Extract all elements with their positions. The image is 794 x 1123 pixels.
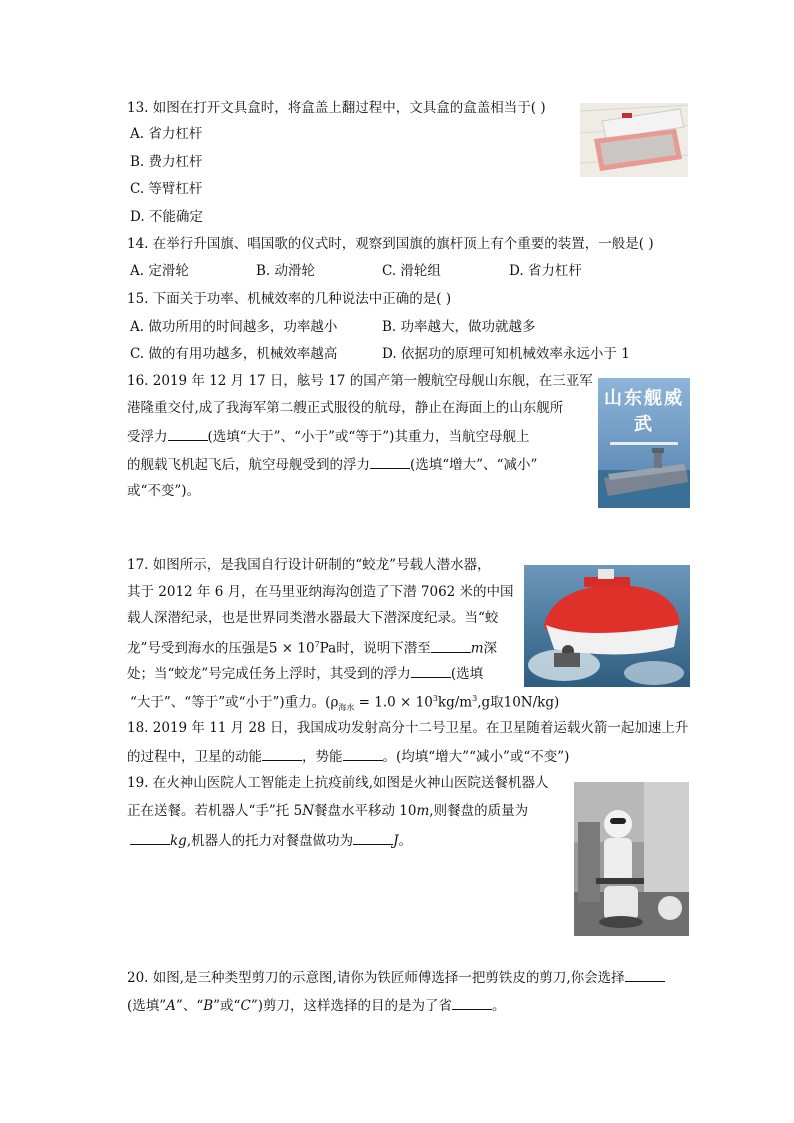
q15-option-d: D. 依据功的原理可知机械效率永远小于 1: [382, 346, 630, 362]
q19-line-1: 19. 在火神山医院人工智能走上抗疫前线,如图是火神山医院送餐机器人: [127, 775, 549, 791]
q13-option-d: D. 不能确定: [130, 209, 203, 225]
q15-option-a: A. 做功所用的时间越多，功率越小: [130, 319, 338, 335]
q16-text: (选填“增大”、“减小”: [410, 457, 538, 473]
q17-text: (选填: [450, 666, 484, 682]
q19-text: 正在送餐。若机器人“手”托 5: [127, 803, 303, 819]
q17-line-5: [127, 663, 483, 683]
q17-text: Pa时，说明下潜至: [319, 640, 431, 657]
aircraft-carrier-poster-image: [598, 378, 690, 508]
answer-blank[interactable]: [625, 967, 665, 982]
answer-blank[interactable]: [130, 830, 170, 845]
q16-line-5: 或“不变”)。: [127, 483, 201, 499]
q13-option-c: C. 等臂杠杆: [130, 181, 203, 197]
q17-exponent: 3: [432, 694, 438, 703]
answer-blank[interactable]: [431, 638, 471, 653]
q17-text: 处；当“蛟龙”号完成任务上浮时，其受到的浮力: [127, 666, 411, 682]
q17-text: “大于”、“等于”或“小于”)重力。(ρ: [130, 694, 339, 711]
q19-unit: m: [416, 803, 430, 819]
q19-line-3: [130, 830, 412, 850]
q19-unit: kg: [170, 833, 187, 849]
q17-subscript: 海水: [338, 703, 355, 713]
q15-option-c: C. 做的有用功越多，机械效率越高: [130, 346, 338, 362]
q17-exponent: 3: [472, 694, 478, 703]
answer-blank[interactable]: [343, 746, 383, 761]
q20-text: ”、“: [175, 998, 204, 1014]
q20-option-label: C: [240, 998, 251, 1014]
q17-text: 深: [483, 640, 498, 657]
q19-text: ,机器人的托力对餐盘做功为: [186, 833, 354, 849]
q19-unit: J: [393, 833, 399, 849]
q18-text: ，势能: [302, 749, 343, 765]
q19-text: 。: [398, 833, 413, 849]
q17-text: ,g取10N/kg): [477, 694, 560, 711]
q17-line-3: 载人深潜纪录，也是世界同类潜水器最大下潜深度纪录。当“蛟: [127, 610, 499, 626]
q14-option-a: A. 定滑轮: [130, 263, 189, 279]
q18-line-2: [127, 746, 569, 766]
q17-line-6: [130, 690, 559, 717]
q15-stem: 15. 下面关于功率、机械效率的几种说法中正确的是( ): [127, 291, 452, 307]
answer-blank[interactable]: [452, 995, 492, 1010]
q20-text: 20. 如图,是三种类型剪刀的示意图,请你为铁匠师傅选择一把剪铁皮的剪刀,你会选择: [127, 970, 625, 986]
q17-line-2: 其于 2012 年 6 月，在马里亚纳海沟创造了下潜 7062 米的中国: [127, 584, 514, 600]
q17-line-1: 17. 如图所示，是我国自行设计研制的“蛟龙”号载人潜水器，: [127, 557, 491, 573]
q14-option-c: C. 滑轮组: [382, 263, 441, 279]
q20-text: 。: [491, 998, 506, 1014]
q20-option-label: B: [203, 998, 214, 1014]
q15-option-b: B. 功率越大，做功就越多: [382, 319, 536, 335]
q17-text: kg/m: [437, 694, 473, 711]
q17-exponent: 7: [314, 640, 320, 649]
q14-option-d: D. 省力杠杆: [509, 263, 582, 279]
q16-text: 受浮力: [127, 429, 168, 445]
q17-text: = 1.0 × 10: [354, 694, 433, 711]
q16-line-3: [127, 426, 529, 446]
q16-line-4: [127, 454, 537, 474]
q17-line-4: [127, 636, 497, 658]
q19-text: ,则餐盘的质量为: [429, 803, 529, 819]
answer-blank[interactable]: [411, 663, 451, 678]
answer-blank[interactable]: [353, 830, 393, 845]
q20-line-1: [127, 967, 665, 987]
q16-text: 的舰载飞机起飞后，航空母舰受到的浮力: [127, 457, 370, 473]
q17-text: 龙”号受到海水的压强是5 × 10: [127, 640, 315, 657]
q18-line-1: 18. 2019 年 11 月 28 日，我国成功发射高分十二号卫星。在卫星随着运载火箭一起加速上升: [127, 720, 689, 736]
q18-text: 。(均填“增大”“减小”或“不变”): [382, 749, 570, 765]
q16-text: (选填“大于”、“小于”或“等于”)其重力，当航空母舰上: [207, 429, 530, 445]
answer-blank[interactable]: [168, 426, 208, 441]
q18-text: 的过程中，卫星的动能: [127, 749, 262, 765]
q17-unit: m: [470, 640, 484, 657]
poster-title: 山东舰威武: [604, 388, 684, 435]
answer-blank[interactable]: [262, 746, 302, 761]
q16-line-2: 港隆重交付,成了我海军第二艘正式服役的航母，静止在海面上的山东舰所: [127, 400, 564, 416]
q14-option-b: B. 动滑轮: [256, 263, 316, 279]
q14-stem: 14. 在举行升国旗、唱国歌的仪式时，观察到国旗的旗杆顶上有个重要的装置，一般是( ): [127, 236, 654, 252]
q13-option-a: A. 省力杠杆: [130, 126, 203, 142]
q20-text: (选填”: [127, 998, 167, 1014]
answer-blank[interactable]: [370, 454, 410, 469]
q19-text: 餐盘水平移动 10: [314, 803, 417, 819]
q16-line-1: 16. 2019 年 12 月 17 日，舷号 17 的国产第一艘航空母舰山东舰，在三亚军: [127, 373, 593, 389]
q19-unit: N: [302, 803, 314, 819]
submersible-image: [524, 565, 690, 687]
q20-text: ”或“: [213, 998, 241, 1014]
q19-line-2: [127, 802, 528, 820]
q20-line-2: [127, 995, 505, 1015]
q20-text: ”)剪刀，这样选择的目的是为了省: [250, 998, 452, 1014]
pencil-case-image: [580, 103, 688, 177]
q13-option-b: B. 费力杠杆: [130, 154, 203, 170]
q20-option-label: A: [166, 998, 176, 1014]
q13-stem: 13. 如图在打开文具盒时，将盒盖上翻过程中，文具盒的盒盖相当于( ): [127, 100, 546, 116]
delivery-robot-image: [574, 782, 689, 936]
